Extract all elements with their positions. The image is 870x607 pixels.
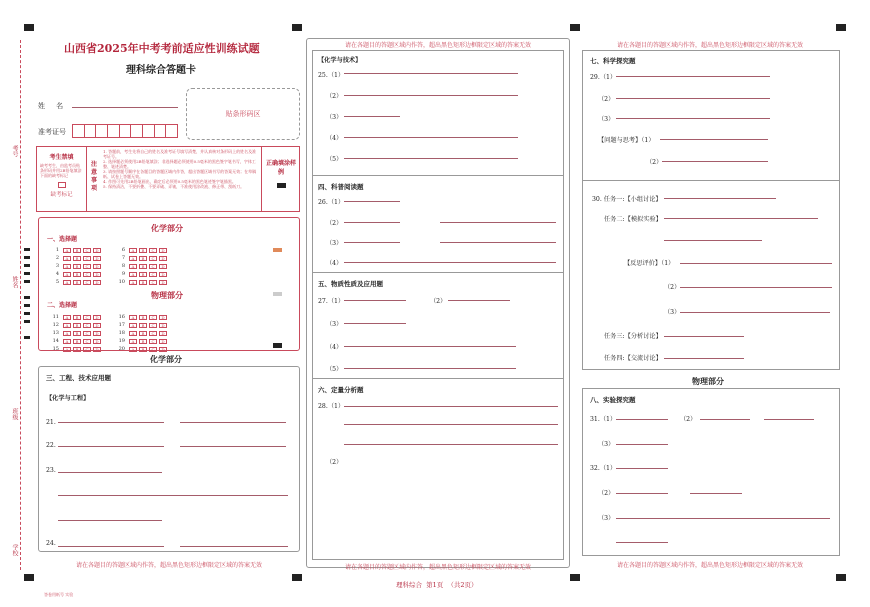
q29-answer-line[interactable] xyxy=(662,161,768,162)
q29-answer-line[interactable] xyxy=(616,118,770,119)
q26-answer-line[interactable] xyxy=(344,242,400,243)
q25-answer-line[interactable] xyxy=(344,116,400,117)
registration-mark xyxy=(292,574,302,581)
q29-answer-line[interactable] xyxy=(616,76,770,77)
col3-lower-box xyxy=(582,388,840,556)
registration-mark xyxy=(292,24,302,31)
q28-answer-line[interactable] xyxy=(344,406,558,407)
name-field[interactable] xyxy=(72,107,178,108)
q26-answer-line[interactable] xyxy=(344,262,556,263)
q24-answer-line[interactable] xyxy=(58,546,164,547)
q30-task3: 任务三:【分析讨论】 xyxy=(604,333,662,340)
section-5-title: 五、物质性质及应用题 xyxy=(318,280,383,288)
q29-part3: （3） xyxy=(598,116,615,123)
q24-answer-line[interactable] xyxy=(180,546,288,547)
top-warning-2: 请在各题目的答题区域内作答，超出黑色矩形边框限定区域的答案无效 xyxy=(344,42,531,49)
q31-label: 31.（1） xyxy=(590,416,617,423)
exam-no-label: 准考证号 xyxy=(38,128,66,136)
divider xyxy=(312,175,564,176)
choice-row[interactable]: 9 A B C D xyxy=(113,271,169,277)
sample-box xyxy=(261,147,300,211)
q25-answer-line[interactable] xyxy=(344,137,518,138)
bottom-warning-3: 请在各题目的答题区域内作答，超出黑色矩形边框限定区域的答案无效 xyxy=(616,562,803,569)
q23-label: 23. xyxy=(46,467,56,474)
q31-answer-line[interactable] xyxy=(616,444,668,445)
q23-answer-line[interactable] xyxy=(58,520,162,521)
choice-row[interactable]: 12 A B C D xyxy=(47,322,103,328)
registration-mark xyxy=(570,574,580,581)
choice-row[interactable]: 17 A B C D xyxy=(113,322,169,328)
chem-tech-label: 【化学与技术】 xyxy=(318,57,362,64)
q30-reflect: 【反思评价】（1） xyxy=(624,260,675,267)
choice-row[interactable]: 5 A B C D xyxy=(47,279,103,285)
q27-answer-line[interactable] xyxy=(344,346,516,347)
q23-answer-line[interactable] xyxy=(58,472,162,473)
q30-answer-line[interactable] xyxy=(664,198,776,199)
q30-answer-line[interactable] xyxy=(680,287,832,288)
divider xyxy=(312,378,564,379)
binding-line xyxy=(20,40,21,570)
sample-mark-orange xyxy=(273,248,282,252)
timing-mark xyxy=(24,304,30,307)
sample-mark-black xyxy=(273,343,282,348)
choice-row[interactable]: 18 A B C D xyxy=(113,330,169,336)
q25-part2: （2） xyxy=(326,93,343,100)
q27-answer-line[interactable] xyxy=(448,300,510,301)
attention-text: 1. 答题前，考生先将自己的姓名及准考证号填写清楚，并认真核对条形码上的姓名及准考证号。 2. 选择题必须使用2B铅笔填涂；非选择题必须使用0.5毫米的黑色签字笔书写，字体工整、笔迹清楚。 3. 请按照题号顺序在各题目的答题区域内作答，超出答题区域书写的答案无效；在草稿纸、试卷上答题无效。 4. 作图可先用2B铅笔画出，确定后必须用0.5毫米的黑色笔迹签字笔描黑。 5. 保持清洁，不要折叠、不要弄破、弄皱，不准使用涂改液、修正带、刮纸刀。 xyxy=(103,149,257,189)
choice-row[interactable]: 13 A B C D xyxy=(47,330,103,336)
objective-section xyxy=(38,217,300,351)
registration-mark xyxy=(24,574,34,581)
section-6-title: 六、定量分析题 xyxy=(318,386,364,394)
notes-block xyxy=(36,146,300,212)
q32-answer-line[interactable] xyxy=(616,518,830,519)
timing-mark xyxy=(24,264,30,267)
page-footer: 理科综合 第1页 （共2页） xyxy=(396,581,478,589)
tiny-footer: 答卷用纸号 实验 xyxy=(44,592,74,597)
q29-think2: （2） xyxy=(646,159,663,166)
choice-row[interactable]: 8 A B C D xyxy=(113,263,169,269)
q31-part2: （2） xyxy=(680,416,697,423)
section-3-title: 三、工程、技术应用题 xyxy=(46,374,111,382)
barcode-area xyxy=(186,88,300,140)
q22-answer-line[interactable] xyxy=(58,446,164,447)
exam-no-grid[interactable] xyxy=(72,124,178,138)
q25-answer-line[interactable] xyxy=(344,158,518,159)
side-label-exam-no: 考号 xyxy=(11,145,18,157)
q28-answer-line[interactable] xyxy=(344,424,558,425)
q29-think: 【问题与思考】（1） xyxy=(598,137,655,144)
q31-answer-line[interactable] xyxy=(700,419,750,420)
candidate-label: 考生禁填 xyxy=(49,154,74,161)
bottom-warning-1: 请在各题目的答题区域内作答，超出黑色矩形边框限定区域的答案无效 xyxy=(75,562,262,569)
q31-answer-line[interactable] xyxy=(616,419,668,420)
choice-row[interactable]: 6 A B C D xyxy=(113,247,169,253)
top-warning-3: 请在各题目的答题区域内作答，超出黑色矩形边框限定区域的答案无效 xyxy=(616,42,803,49)
col1-lower-title: 化学部分 xyxy=(150,354,182,364)
q27-part5: （5） xyxy=(326,366,343,373)
q30-task1: 30. 任务一:【小组讨论】 xyxy=(592,196,662,203)
q25-answer-line[interactable] xyxy=(344,73,518,74)
q32-answer-line[interactable] xyxy=(616,542,668,543)
sample-filled-mark xyxy=(277,183,286,188)
choice-row[interactable]: 15 A B C D xyxy=(47,346,103,352)
q21-label: 21. xyxy=(46,419,56,426)
timing-mark xyxy=(24,272,30,275)
q31-part3: （3） xyxy=(598,441,615,448)
divider xyxy=(582,180,840,181)
chem-part-title: 化学部分 xyxy=(151,223,183,233)
choice-row[interactable]: 1 A B C D xyxy=(47,247,103,253)
card-title: 理科综合答题卡 xyxy=(126,65,196,76)
col2-answer-box xyxy=(312,50,564,560)
sample-mark-gray xyxy=(273,292,282,296)
choice-row[interactable]: 20 A B C D xyxy=(113,346,169,352)
choice-row[interactable]: 19 A B C D xyxy=(113,338,169,344)
q29-answer-line[interactable] xyxy=(660,139,768,140)
q21-answer-line[interactable] xyxy=(58,422,164,423)
q32-label: 32.（1） xyxy=(590,465,617,472)
q29-label: 29.（1） xyxy=(590,74,617,81)
q27-part2: （2） xyxy=(430,298,447,305)
q32-answer-line[interactable] xyxy=(616,468,668,469)
q30-task4: 任务四:【交流讨论】 xyxy=(604,355,662,362)
q30-reflect2: （2） xyxy=(664,284,681,291)
q22-answer-line[interactable] xyxy=(180,446,286,447)
registration-mark xyxy=(836,24,846,31)
chem-engineering-label: 【化学与工程】 xyxy=(46,395,90,402)
q28-part2: （2） xyxy=(326,459,343,466)
registration-mark xyxy=(24,24,34,31)
q30-answer-line[interactable] xyxy=(664,336,744,337)
phys-section-title: 二、选择题 xyxy=(47,302,78,309)
q30-answer-line[interactable] xyxy=(680,263,832,264)
attention-label: 注意事项 xyxy=(91,161,98,192)
q23-answer-line[interactable] xyxy=(58,495,288,496)
section-8-title: 八、实验探究题 xyxy=(590,396,636,404)
registration-mark xyxy=(836,574,846,581)
q25-part5: （5） xyxy=(326,156,343,163)
bottom-warning-2: 请在各题目的答题区域内作答，超出黑色矩形边框限定区域的答案无效 xyxy=(344,564,531,571)
absent-checkbox[interactable] xyxy=(58,182,66,188)
choice-row[interactable]: 7 A B C D xyxy=(113,255,169,261)
q25-part3: （3） xyxy=(326,114,343,121)
q26-answer-line[interactable] xyxy=(440,242,556,243)
timing-mark xyxy=(24,256,30,259)
choice-row[interactable]: 3 A B C D xyxy=(47,263,103,269)
q29-answer-line[interactable] xyxy=(616,98,770,99)
name-label: 姓 名 xyxy=(38,102,64,110)
timing-mark xyxy=(24,248,30,251)
q30-answer-line[interactable] xyxy=(664,240,762,241)
q27-part3: （3） xyxy=(326,321,343,328)
section-4-title: 四、科普阅读题 xyxy=(318,183,364,191)
q26-answer-line[interactable] xyxy=(440,222,556,223)
q31-answer-line[interactable] xyxy=(764,419,814,420)
q27-answer-line[interactable] xyxy=(344,323,406,324)
q25-label: 25.（1） xyxy=(318,72,345,79)
q26-part3: （3） xyxy=(326,240,343,247)
q27-answer-line[interactable] xyxy=(344,300,406,301)
q29-part2: （2） xyxy=(598,96,615,103)
col3-phys-title: 物理部分 xyxy=(692,376,724,386)
q28-answer-line[interactable] xyxy=(344,444,558,445)
choice-row[interactable]: 4 A B C D xyxy=(47,271,103,277)
timing-mark xyxy=(24,280,30,283)
q26-part4: （4） xyxy=(326,260,343,267)
choice-row[interactable]: 14 A B C D xyxy=(47,338,103,344)
q30-answer-line[interactable] xyxy=(680,312,830,313)
q27-part4: （4） xyxy=(326,344,343,351)
q30-answer-line[interactable] xyxy=(664,358,744,359)
timing-mark xyxy=(24,312,30,315)
q25-answer-line[interactable] xyxy=(344,95,518,96)
side-label-name: 姓名 xyxy=(11,276,18,288)
section-7-title: 七、科学探究题 xyxy=(590,57,636,65)
q28-label: 28.（1） xyxy=(318,403,345,410)
q26-label: 26.（1） xyxy=(318,199,345,206)
q30-task2: 任务二:【模拟实验】 xyxy=(604,216,662,223)
q26-answer-line[interactable] xyxy=(344,222,400,223)
candidate-box xyxy=(37,147,87,211)
barcode-label: 贴条形码区 xyxy=(225,110,261,118)
q22-label: 22. xyxy=(46,442,56,449)
choice-row[interactable]: 16 A B C D xyxy=(113,314,169,320)
side-label-class: 班级 xyxy=(11,408,18,420)
timing-mark xyxy=(24,296,30,299)
q21-answer-line[interactable] xyxy=(180,422,286,423)
q32-answer-line[interactable] xyxy=(690,493,742,494)
q32-part2: （2） xyxy=(598,490,615,497)
choice-row[interactable]: 10 A B C D xyxy=(113,279,169,285)
timing-mark xyxy=(24,320,30,323)
q32-part3: （3） xyxy=(598,515,615,522)
sample-label: 正确填涂样例 xyxy=(266,160,297,176)
side-label-school: 学校 xyxy=(11,544,18,556)
q30-answer-line[interactable] xyxy=(664,218,818,219)
q26-answer-line[interactable] xyxy=(344,201,400,202)
q30-reflect3: （3） xyxy=(664,309,681,316)
choice-row[interactable]: 2 A B C D xyxy=(47,255,103,261)
choice-row[interactable]: 11 A B C D xyxy=(47,314,103,320)
timing-mark xyxy=(24,336,30,339)
registration-mark xyxy=(570,24,580,31)
candidate-text: 缺考考生，由监考员贴条形码并用2B铅笔填涂下面的缺考标记 xyxy=(40,163,82,178)
exam-title: 山西省2025年中考考前适应性训练试题 xyxy=(64,42,260,55)
q32-answer-line[interactable] xyxy=(616,493,668,494)
phys-part-title: 物理部分 xyxy=(151,290,183,300)
absent-label: 缺考标记 xyxy=(50,192,73,198)
q24-label: 24. xyxy=(46,540,56,547)
q25-part4: （4） xyxy=(326,135,343,142)
q27-answer-line[interactable] xyxy=(344,368,516,369)
q27-label: 27.（1） xyxy=(318,298,345,305)
chem-section-title: 一、选择题 xyxy=(47,236,78,243)
q26-part2: （2） xyxy=(326,220,343,227)
divider xyxy=(312,272,564,273)
